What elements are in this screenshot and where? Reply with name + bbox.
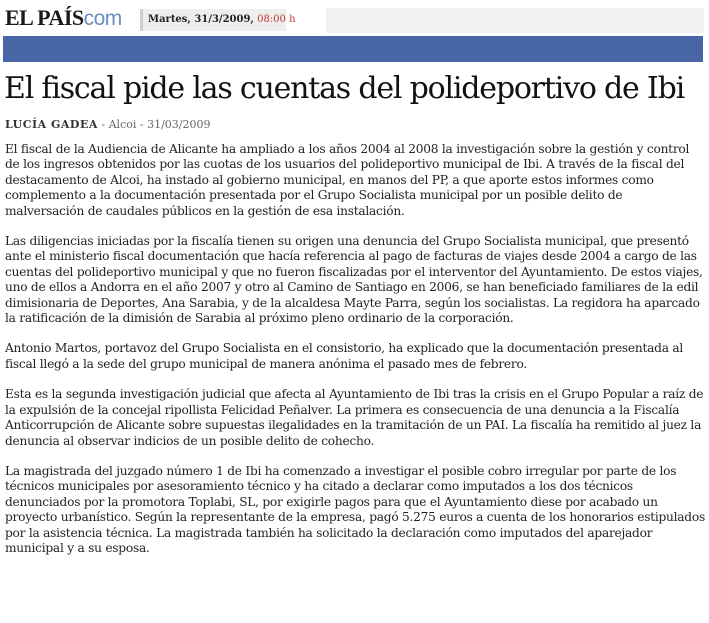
navigation-bar [3, 36, 703, 62]
article-headline: El fiscal pide las cuentas del polideportivo de Ibi [4, 71, 684, 106]
header-banner-area [326, 8, 704, 33]
logo-suffix: com [83, 7, 122, 30]
paragraph-1: El fiscal de la Audiencia de Alicante ha ampliado a los años 2004 al 2008 la investigación sobre la gestión y control de los ingresos obtenidos por las cuotas de los usuarios del polideportivo municipal de Ibi. A través de la fiscal del destacamento de Alcoi, ha instado al gobierno municipal, en manos del PP, a que aporte estos informes como complemento a la documentación presentada por el Grupo Socialista municipal por un posible delito de malversación de caudales públicos en la gestión de esa instalación. [5, 142, 690, 218]
paragraph-3: Antonio Martos, portavoz del Grupo Socialista en el consistorio, ha explicado que la documentación presentada al fiscal llegó a la sede del grupo municipal de manera anónima el pasado mes de febrero. [5, 341, 684, 371]
time-text: 08:00 h [257, 14, 296, 25]
date-text: Martes, 31/3/2009, [148, 14, 254, 25]
paragraph-2: Las diligencias iniciadas por la fiscalía tienen su origen una denuncia del Grupo Socialista municipal, que presentó ante el ministerio fiscal documentación que hacía referencia al pago de facturas de viajes desde 2004 a cargo de las cuentas del polideportivo municipal y que no fueron fiscalizadas por el interventor del Ayuntamiento. De estos viajes, uno de ellos a Andorra en el año 2007 y otro al Camino de Santiago en 2006, se han beneficiado familiares de la edil dimisionaria de Deportes, Ana Sarabia, y de la alcaldesa Mayte Parra, según los socialistas. La regidora ha aparcado la ratificación de la dimisión de Sarabia al próximo pleno ordinario de la corporación. [5, 234, 703, 326]
masthead [0, 0, 709, 34]
article-body [5, 142, 705, 571]
logo-brand: EL PAÍS [5, 5, 84, 30]
byline [5, 117, 210, 133]
paragraph-5: La magistrada del juzgado número 1 de Ibi ha comenzado a investigar el posible cobro irregular por parte de los técnicos municipales por asesoramiento técnico y ha citado a declarar como imputados a los dos técnicos denunciados por la promotora Toplabi, SL, por exigirle pagos para que el Ayuntamiento diese por acabado un proyecto urbanístico. Según la representante de la empresa, pagó 5.275 euros a cuenta de los honorarios estipulados por la asistencia técnica. La magistrada también ha solicitado la declaración como imputados del aparejador municipal y a su esposa. [5, 463, 705, 555]
paragraph-4: Esta es la segunda investigación judicial que afecta al Ayuntamiento de Ibi tras la crisis en el Grupo Popular a raíz de la expulsión de la concejal ripollista Felicidad Peñalver. La primera es consecuencia de una denuncia a la Fiscalía Anticorrupción de Alicante sobre supuestas ilegalidades en la tramitación de un PAI. La fiscalía ha remitido al juez la denuncia al observar indicios de un posible delito de cohecho. [5, 387, 704, 448]
location-date: - Alcoi - 31/03/2009 [101, 118, 211, 131]
date-box [140, 9, 296, 31]
author-name[interactable]: LUCÍA GADEA [5, 118, 98, 131]
el-pais-logo[interactable] [5, 6, 122, 31]
